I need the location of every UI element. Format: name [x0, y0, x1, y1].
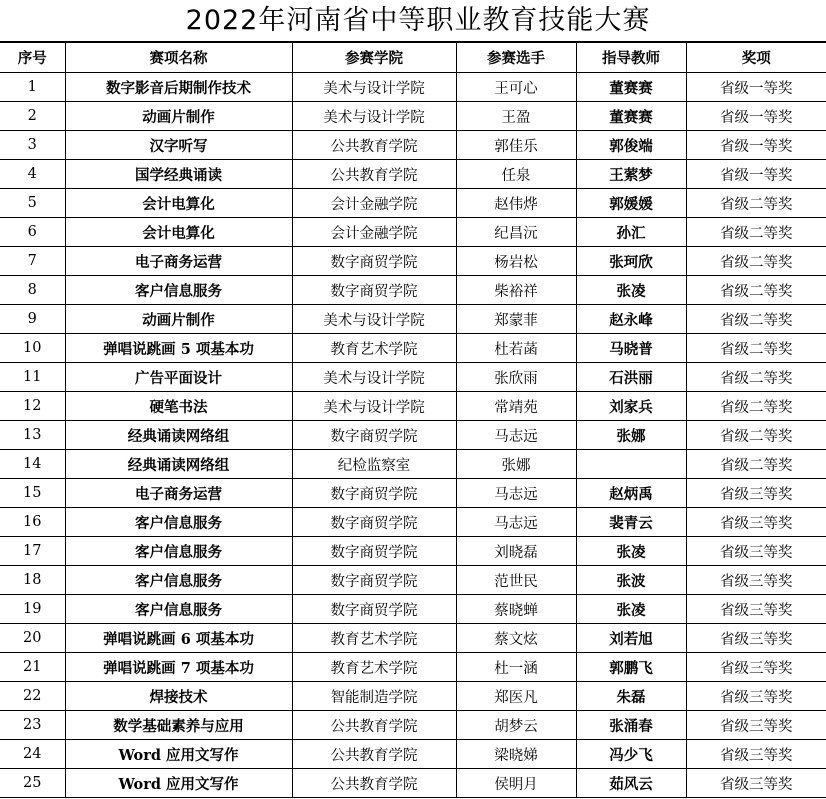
cell-event-name: 硬笔书法 — [65, 392, 292, 421]
cell-contestant: 任泉 — [456, 160, 576, 189]
cell-award: 省级三等奖 — [686, 595, 826, 624]
table-body — [0, 73, 826, 798]
cell-college: 数字商贸学院 — [292, 595, 456, 624]
header-contestant: 参赛选手 — [456, 43, 576, 73]
cell-teacher: 赵永峰 — [576, 305, 686, 334]
cell-index: 9 — [0, 305, 65, 334]
table-row — [0, 305, 826, 334]
cell-index: 4 — [0, 160, 65, 189]
cell-college: 公共教育学院 — [292, 740, 456, 769]
cell-index: 11 — [0, 363, 65, 392]
cell-award: 省级一等奖 — [686, 73, 826, 102]
cell-contestant: 侯明月 — [456, 769, 576, 798]
cell-index: 21 — [0, 653, 65, 682]
table-row — [0, 653, 826, 682]
cell-teacher: 王萦梦 — [576, 160, 686, 189]
cell-college: 美术与设计学院 — [292, 73, 456, 102]
cell-teacher: 茹风云 — [576, 769, 686, 798]
cell-college: 数字商贸学院 — [292, 421, 456, 450]
cell-event-name: 国学经典诵读 — [65, 160, 292, 189]
cell-teacher: 裴青云 — [576, 508, 686, 537]
cell-index: 5 — [0, 189, 65, 218]
cell-award: 省级三等奖 — [686, 537, 826, 566]
cell-college: 公共教育学院 — [292, 711, 456, 740]
cell-award: 省级二等奖 — [686, 218, 826, 247]
cell-teacher: 董赛赛 — [576, 73, 686, 102]
cell-award: 省级三等奖 — [686, 769, 826, 798]
cell-award: 省级二等奖 — [686, 305, 826, 334]
cell-college: 数字商贸学院 — [292, 479, 456, 508]
cell-contestant: 马志远 — [456, 508, 576, 537]
cell-contestant: 郭佳乐 — [456, 131, 576, 160]
cell-college: 数字商贸学院 — [292, 566, 456, 595]
table-header-row — [0, 43, 826, 73]
table-row — [0, 334, 826, 363]
cell-index: 23 — [0, 711, 65, 740]
cell-index: 2 — [0, 102, 65, 131]
cell-college: 数字商贸学院 — [292, 247, 456, 276]
cell-teacher: 冯少飞 — [576, 740, 686, 769]
cell-event-name: 数字影音后期制作技术 — [65, 73, 292, 102]
cell-event-name: 广告平面设计 — [65, 363, 292, 392]
cell-contestant: 杜一涵 — [456, 653, 576, 682]
award-table — [0, 42, 826, 798]
cell-event-name: 客户信息服务 — [65, 566, 292, 595]
cell-event-name: 数学基础素养与应用 — [65, 711, 292, 740]
cell-teacher: 刘若旭 — [576, 624, 686, 653]
cell-college: 公共教育学院 — [292, 769, 456, 798]
cell-event-name: 客户信息服务 — [65, 595, 292, 624]
cell-teacher: 董赛赛 — [576, 102, 686, 131]
table-row — [0, 247, 826, 276]
cell-college: 美术与设计学院 — [292, 363, 456, 392]
cell-college: 数字商贸学院 — [292, 508, 456, 537]
table-row — [0, 566, 826, 595]
sheet-title: 2022年河南省中等职业教育技能大赛 — [0, 0, 826, 42]
cell-index: 3 — [0, 131, 65, 160]
cell-contestant: 范世民 — [456, 566, 576, 595]
cell-college: 教育艺术学院 — [292, 653, 456, 682]
cell-teacher: 张凌 — [576, 537, 686, 566]
cell-index: 12 — [0, 392, 65, 421]
table-row — [0, 537, 826, 566]
cell-event-name: 动画片制作 — [65, 102, 292, 131]
cell-event-name: 客户信息服务 — [65, 508, 292, 537]
cell-teacher: 朱磊 — [576, 682, 686, 711]
table-row — [0, 276, 826, 305]
header-teacher: 指导教师 — [576, 43, 686, 73]
cell-college: 美术与设计学院 — [292, 102, 456, 131]
cell-teacher — [576, 450, 686, 479]
cell-college: 数字商贸学院 — [292, 537, 456, 566]
cell-event-name: 弹唱说跳画 7 项基本功 — [65, 653, 292, 682]
table-row — [0, 421, 826, 450]
cell-college: 教育艺术学院 — [292, 334, 456, 363]
cell-teacher: 马晓普 — [576, 334, 686, 363]
table-row — [0, 479, 826, 508]
cell-teacher: 郭媛媛 — [576, 189, 686, 218]
table-row — [0, 740, 826, 769]
cell-event-name: 汉字听写 — [65, 131, 292, 160]
table-row — [0, 363, 826, 392]
cell-college: 数字商贸学院 — [292, 276, 456, 305]
cell-index: 18 — [0, 566, 65, 595]
cell-teacher: 张凌 — [576, 595, 686, 624]
cell-teacher: 张凌 — [576, 276, 686, 305]
cell-event-name: 会计电算化 — [65, 218, 292, 247]
table-row — [0, 218, 826, 247]
cell-event-name: 客户信息服务 — [65, 537, 292, 566]
cell-event-name: 经典诵读网络组 — [65, 421, 292, 450]
cell-contestant: 王盈 — [456, 102, 576, 131]
cell-award: 省级二等奖 — [686, 334, 826, 363]
cell-college: 纪检监察室 — [292, 450, 456, 479]
cell-contestant: 马志远 — [456, 479, 576, 508]
cell-contestant: 蔡晓蝉 — [456, 595, 576, 624]
cell-contestant: 郑蒙菲 — [456, 305, 576, 334]
cell-award: 省级二等奖 — [686, 247, 826, 276]
cell-award: 省级三等奖 — [686, 653, 826, 682]
table-row — [0, 392, 826, 421]
cell-award: 省级三等奖 — [686, 624, 826, 653]
cell-contestant: 蔡文炫 — [456, 624, 576, 653]
cell-contestant: 常靖苑 — [456, 392, 576, 421]
cell-index: 24 — [0, 740, 65, 769]
cell-index: 8 — [0, 276, 65, 305]
header-index: 序号 — [0, 43, 65, 73]
cell-award: 省级二等奖 — [686, 421, 826, 450]
cell-contestant: 刘晓磊 — [456, 537, 576, 566]
cell-teacher: 张珂欣 — [576, 247, 686, 276]
cell-contestant: 梁晓娣 — [456, 740, 576, 769]
cell-teacher: 张波 — [576, 566, 686, 595]
cell-award: 省级二等奖 — [686, 189, 826, 218]
cell-college: 智能制造学院 — [292, 682, 456, 711]
cell-contestant: 张欣雨 — [456, 363, 576, 392]
cell-index: 14 — [0, 450, 65, 479]
header-award: 奖项 — [686, 43, 826, 73]
cell-award: 省级三等奖 — [686, 682, 826, 711]
cell-award: 省级二等奖 — [686, 363, 826, 392]
cell-event-name: 经典诵读网络组 — [65, 450, 292, 479]
table-row — [0, 160, 826, 189]
cell-index: 19 — [0, 595, 65, 624]
cell-teacher: 郭俊端 — [576, 131, 686, 160]
cell-award: 省级一等奖 — [686, 160, 826, 189]
cell-index: 17 — [0, 537, 65, 566]
cell-index: 6 — [0, 218, 65, 247]
table-row — [0, 508, 826, 537]
cell-award: 省级三等奖 — [686, 479, 826, 508]
cell-award: 省级三等奖 — [686, 740, 826, 769]
cell-award: 省级三等奖 — [686, 711, 826, 740]
cell-contestant: 杜若菡 — [456, 334, 576, 363]
cell-award: 省级二等奖 — [686, 392, 826, 421]
cell-college: 公共教育学院 — [292, 160, 456, 189]
cell-college: 美术与设计学院 — [292, 392, 456, 421]
cell-event-name: 客户信息服务 — [65, 276, 292, 305]
cell-event-name: 动画片制作 — [65, 305, 292, 334]
cell-contestant: 赵伟烨 — [456, 189, 576, 218]
cell-index: 16 — [0, 508, 65, 537]
table-row — [0, 769, 826, 798]
table-row — [0, 102, 826, 131]
cell-contestant: 柴裕祥 — [456, 276, 576, 305]
table-row — [0, 450, 826, 479]
cell-award: 省级三等奖 — [686, 566, 826, 595]
cell-teacher: 刘家兵 — [576, 392, 686, 421]
cell-award: 省级二等奖 — [686, 276, 826, 305]
table-row — [0, 711, 826, 740]
cell-contestant: 纪昌沅 — [456, 218, 576, 247]
cell-college: 会计金融学院 — [292, 218, 456, 247]
cell-index: 10 — [0, 334, 65, 363]
cell-college: 美术与设计学院 — [292, 305, 456, 334]
cell-college: 公共教育学院 — [292, 131, 456, 160]
cell-teacher: 张娜 — [576, 421, 686, 450]
cell-index: 7 — [0, 247, 65, 276]
table-row — [0, 73, 826, 102]
header-event-name: 赛项名称 — [65, 43, 292, 73]
cell-teacher: 石洪丽 — [576, 363, 686, 392]
cell-event-name: 焊接技术 — [65, 682, 292, 711]
cell-contestant: 郑医凡 — [456, 682, 576, 711]
header-college: 参赛学院 — [292, 43, 456, 73]
cell-teacher: 孙汇 — [576, 218, 686, 247]
table-row — [0, 131, 826, 160]
cell-index: 20 — [0, 624, 65, 653]
cell-teacher: 赵炳禹 — [576, 479, 686, 508]
cell-teacher: 郭鹏飞 — [576, 653, 686, 682]
cell-teacher: 张涌春 — [576, 711, 686, 740]
cell-event-name: 电子商务运营 — [65, 479, 292, 508]
cell-index: 15 — [0, 479, 65, 508]
cell-index: 13 — [0, 421, 65, 450]
table-row — [0, 624, 826, 653]
cell-event-name: 弹唱说跳画 5 项基本功 — [65, 334, 292, 363]
cell-award: 省级一等奖 — [686, 102, 826, 131]
table-row — [0, 189, 826, 218]
table-row — [0, 595, 826, 624]
cell-award: 省级一等奖 — [686, 131, 826, 160]
cell-award: 省级三等奖 — [686, 508, 826, 537]
cell-college: 教育艺术学院 — [292, 624, 456, 653]
cell-contestant: 马志远 — [456, 421, 576, 450]
cell-index: 22 — [0, 682, 65, 711]
cell-event-name: Word 应用文写作 — [65, 769, 292, 798]
cell-event-name: 电子商务运营 — [65, 247, 292, 276]
table-row — [0, 682, 826, 711]
cell-contestant: 张娜 — [456, 450, 576, 479]
cell-contestant: 胡梦云 — [456, 711, 576, 740]
cell-event-name: 弹唱说跳画 6 项基本功 — [65, 624, 292, 653]
cell-event-name: Word 应用文写作 — [65, 740, 292, 769]
cell-college: 会计金融学院 — [292, 189, 456, 218]
cell-contestant: 王可心 — [456, 73, 576, 102]
cell-index: 1 — [0, 73, 65, 102]
cell-event-name: 会计电算化 — [65, 189, 292, 218]
cell-index: 25 — [0, 769, 65, 798]
cell-contestant: 杨岩松 — [456, 247, 576, 276]
cell-award: 省级二等奖 — [686, 450, 826, 479]
